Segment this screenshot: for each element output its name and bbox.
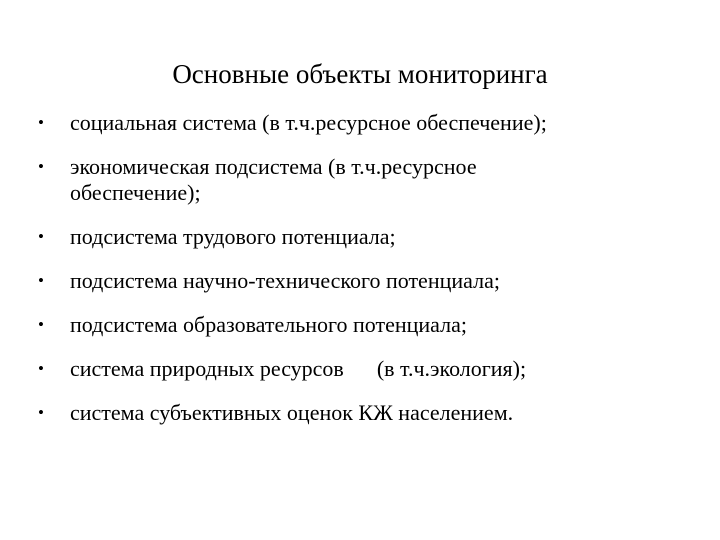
list-item (38, 400, 698, 426)
list-item-text (70, 154, 698, 206)
list-item-text: подсистема трудового потенциала; (70, 224, 396, 249)
bullet-icon: • (38, 113, 44, 132)
list-item-text: социальная система (в т.ч.ресурсное обеспечение); (70, 110, 547, 135)
bullet-icon: • (38, 315, 44, 334)
list-item-text: подсистема научно-технического потенциала; (70, 268, 500, 293)
list-item (38, 268, 698, 294)
list-item (38, 110, 698, 136)
list-item (38, 356, 698, 382)
bullet-icon: • (38, 227, 44, 246)
bullet-icon: • (38, 359, 44, 378)
bullet-icon: • (38, 271, 44, 290)
list-item (38, 154, 698, 206)
list-item-text: система природных ресурсов (в т.ч.экология); (70, 356, 527, 381)
list-item (38, 224, 698, 250)
list-item-text: подсистема образовательного потенциала; (70, 312, 467, 337)
bullet-icon: • (38, 157, 44, 176)
list-item-text: система субъективных оценок КЖ населением. (70, 400, 514, 425)
bullet-list (38, 110, 698, 444)
list-item (38, 312, 698, 338)
slide-title: Основные объекты мониторинга (172, 59, 548, 89)
bullet-icon: • (38, 403, 44, 422)
list-item-text-line: экономическая подсистема (в т.ч.ресурсное (70, 154, 477, 179)
list-item-text-line: обеспечение); (70, 180, 201, 205)
